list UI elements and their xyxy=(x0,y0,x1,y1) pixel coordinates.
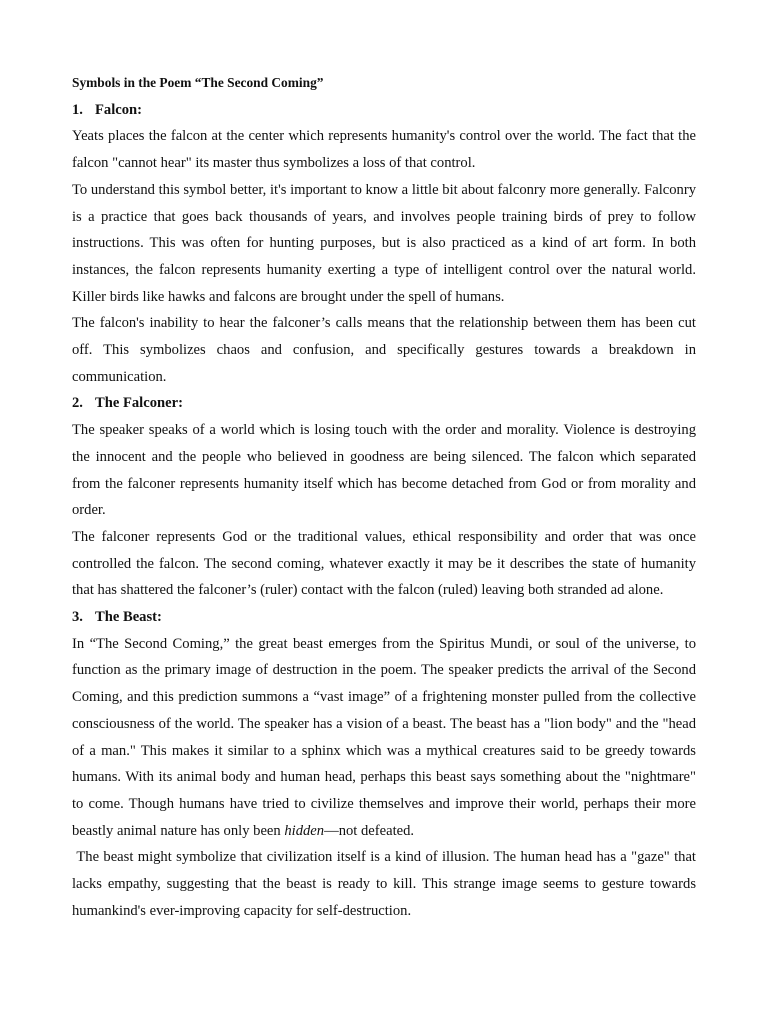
paragraph: To understand this symbol better, it's important to know a little bit about falconry more generally. Falconry is a practice that goes back thousands of years, and involves people training birds of prey to follow instructions. This was often for hunting purposes, but is also practiced as a kind of art form. In both instances, the falcon represents humanity exerting a type of intelligent control over the natural world. Killer birds like hawks and falcons are brought under the spell of humans. xyxy=(72,181,696,305)
section-heading-text: The Beast: xyxy=(95,609,162,626)
section-heading-falconer xyxy=(72,390,696,417)
section-number: 3. xyxy=(72,609,83,626)
document-body xyxy=(72,70,696,925)
section-number: 1. xyxy=(72,101,83,118)
paragraph: The falconer represents God or the traditional values, ethical responsibility and order that was once controlled the falcon. The second coming, whatever exactly it may be it describes the state of humanity that has shattered the falconer’s (ruler) contact with the falcon (ruled) leaving both stranded ad alone. xyxy=(72,528,696,599)
paragraph: The falcon's inability to hear the falconer’s calls means that the relationship between them has been cut off. This symbolizes chaos and confusion, and specifically gestures towards a breakdown in communication. xyxy=(72,315,696,385)
section-heading-text: The Falconer: xyxy=(95,395,183,412)
italic-word: hidden xyxy=(284,822,325,839)
section-heading-text: Falcon: xyxy=(95,101,143,118)
paragraph-text-end: —not defeated. xyxy=(324,822,415,839)
paragraph: Yeats places the falcon at the center which represents humanity's control over the world. The fact that the falcon "cannot hear" its master thus symbolizes a loss of that control. xyxy=(72,128,696,172)
paragraph: The beast might symbolize that civilization itself is a kind of illusion. The human head has a "gaze" that lacks empathy, suggesting that the beast is ready to kill. This strange image seems to gesture towards humankind's ever-improving capacity for self-destruction. xyxy=(72,849,696,919)
section-heading-falcon xyxy=(72,97,696,124)
document-title: Symbols in the Poem “The Second Coming” xyxy=(72,75,324,90)
paragraph: The speaker speaks of a world which is losing touch with the order and morality. Violence is destroying the innocent and the people who believed in goodness are being silenced. The falcon which separated from the falconer represents humanity itself which has become detached from God or from morality and order. xyxy=(72,422,696,519)
section-heading-beast xyxy=(72,604,696,631)
paragraph-text: In “The Second Coming,” the great beast emerges from the Spiritus Mundi, or soul of the universe, to function as the primary image of destruction in the poem. The speaker predicts the arrival of the Second Coming, and this prediction summons a “vast image” of a frightening monster pulled from the collective consciousness of the world. The speaker has a vision of a beast. The beast has a "lion body" and the "head of a man." This makes it similar to a sphinx which was a mythical creatures said to be greedy towards humans. With its animal body and human head, perhaps this beast says something about the "nightmare" to come. Though humans have tried to civilize themselves and improve their world, perhaps their more beastly animal nature has only been xyxy=(72,635,696,839)
paragraph xyxy=(72,631,696,845)
section-number: 2. xyxy=(72,395,83,412)
